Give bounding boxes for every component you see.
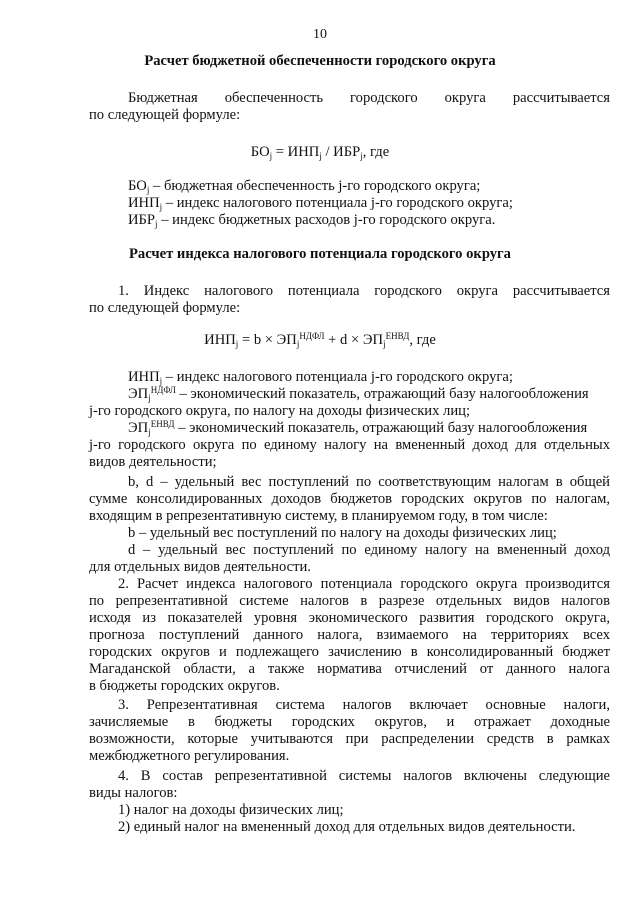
paragraph-line: 2. Расчет индекса налогового потенциала городского округа производится <box>118 576 610 592</box>
paragraph-line: входящим в репрезентативную систему, в планируемом году, в том числе: <box>89 508 548 524</box>
heading-budget-provision: Расчет бюджетной обеспеченности городского округа <box>144 53 496 69</box>
paragraph-line: b, d – удельный вес поступлений по соответствующим налогам в общей <box>128 474 610 490</box>
paragraph-line: виды налогов: <box>89 785 178 801</box>
list-item: 1) налог на доходы физических лиц; <box>118 802 344 818</box>
paragraph-line: возможности, которые учитываются при распределении средств в рамках <box>89 731 610 747</box>
paragraph-line: 4. В состав репрезентативной системы налогов включены следующие <box>118 768 610 784</box>
paragraph-line: сумме консолидированных доходов бюджетов городских округов по налогам, <box>89 491 610 507</box>
paragraph-line: по репрезентативной системе налогов в разрезе отдельных видов налогов <box>89 593 610 609</box>
paragraph-line: 3. Репрезентативная система налогов включает основные налоги, <box>118 697 610 713</box>
formula-budget-provision: $БО_j = ИНП_j / ИБР_j$, где <box>250 144 390 161</box>
paragraph-line: j-го городского округа по единому налогу на вмененный доход для отдельных <box>89 437 610 453</box>
definition-ibr: $ИБР_j$ – индекс бюджетных расходов j-го городского округа. <box>128 212 496 229</box>
formula-tax-potential: $ИНП_j = b \times ЭП_j^{НДФЛ} + d \times ЭП_j^{ЕНВД}$, где <box>204 331 436 349</box>
paragraph-line: j-го городского округа, по налогу на доходы физических лиц; <box>89 403 471 419</box>
list-item: 2) единый налог на вмененный доход для отдельных видов деятельности. <box>118 819 576 835</box>
paragraph-line: зачисляемые в бюджеты городских округов, и отражает доходные <box>89 714 610 730</box>
paragraph-line: по следующей формуле: <box>89 300 241 316</box>
page-number: 10 <box>313 27 327 42</box>
paragraph-line: d – удельный вес поступлений по единому налогу на вмененный доход <box>128 542 610 558</box>
paragraph-line: в бюджеты городских округов. <box>89 678 280 694</box>
paragraph-line: Магаданской области, а также норматива отчислений от данного налога <box>89 661 610 677</box>
paragraph-line: прогноза поступлений данного налога, взимаемого на территориях всех <box>89 627 610 643</box>
paragraph-line: межбюджетного регулирования. <box>89 748 290 764</box>
paragraph-line: исходя из показателей уровня экономического развития городского округа, <box>89 610 610 626</box>
paragraph-line: для отдельных видов деятельности. <box>89 559 311 575</box>
paragraph-line: по следующей формуле: <box>89 107 241 123</box>
definition-ep-envd: $ЭП_j^{ЕНВД}$ – экономический показатель, отражающий базу налогообложения <box>128 419 588 437</box>
paragraph-line: видов деятельности; <box>89 454 217 470</box>
definition-bo: $БО_j$ – бюджетная обеспеченность j-го городского округа; <box>128 178 481 195</box>
paragraph-line: Бюджетная обеспеченность городского округа рассчитывается <box>128 90 610 106</box>
paragraph-line: городских округов и подлежащего зачислению в консолидированный бюджет <box>89 644 610 660</box>
heading-tax-potential: Расчет индекса налогового потенциала городского округа <box>129 246 511 262</box>
paragraph-line: b – удельный вес поступлений по налогу на доходы физических лиц; <box>128 525 557 541</box>
definition-inp-2: $ИНП_j$ – индекс налогового потенциала j-го городского округа; <box>128 369 513 386</box>
definition-inp: $ИНП_j$ – индекс налогового потенциала j-го городского округа; <box>128 195 513 212</box>
definition-ep-ndfl: $ЭП_j^{НДФЛ}$ – экономический показатель, отражающий базу налогообложения <box>128 385 589 403</box>
paragraph-line: 1. Индекс налогового потенциала городского округа рассчитывается <box>118 283 610 299</box>
